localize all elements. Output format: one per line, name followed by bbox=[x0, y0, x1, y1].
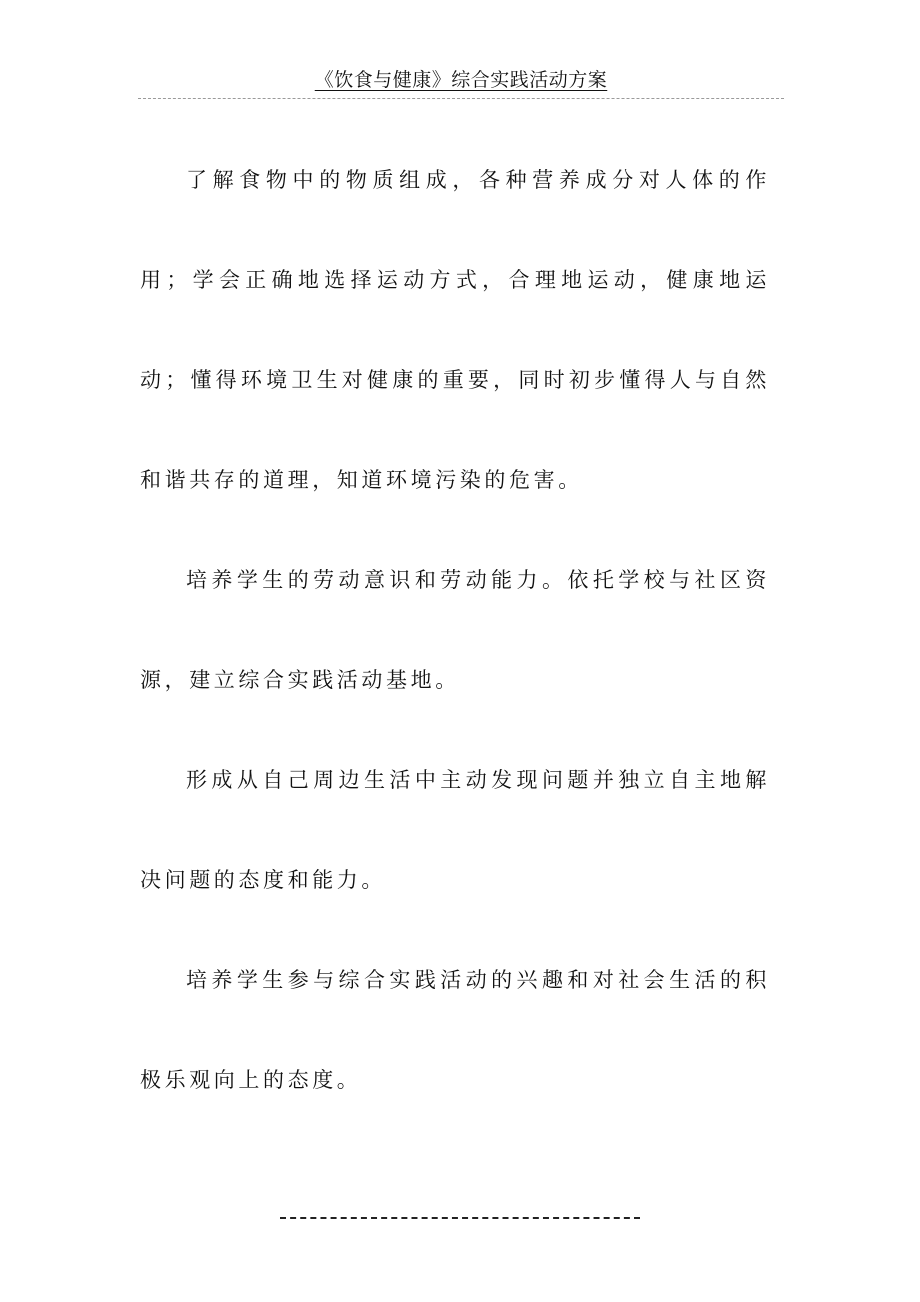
document-title: 《饮食与健康》综合实践活动方案 bbox=[314, 69, 608, 91]
page-header bbox=[138, 64, 784, 99]
paragraph-knowledge-goals: 了解食物中的物质组成，各种营养成分对人体的作用；学会正确地选择运动方式，合理地运动，健康地运动；懂得环境卫生对健康的重要，同时初步懂得人与自然和谐共存的道理，知道环境污染的危害。 bbox=[140, 168, 770, 492]
footer-dashed-divider bbox=[280, 1197, 640, 1219]
paragraph-labor-ability: 培养学生的劳动意识和劳动能力。依托学校与社区资源，建立综合实践活动基地。 bbox=[140, 568, 770, 692]
paragraph-problem-solving: 形成从自己周边生活中主动发现问题并独立自主地解决问题的态度和能力。 bbox=[140, 768, 770, 892]
document-body bbox=[140, 130, 770, 1130]
paragraph-interest-attitude: 培养学生参与综合实践活动的兴趣和对社会生活的积极乐观向上的态度。 bbox=[140, 968, 770, 1092]
